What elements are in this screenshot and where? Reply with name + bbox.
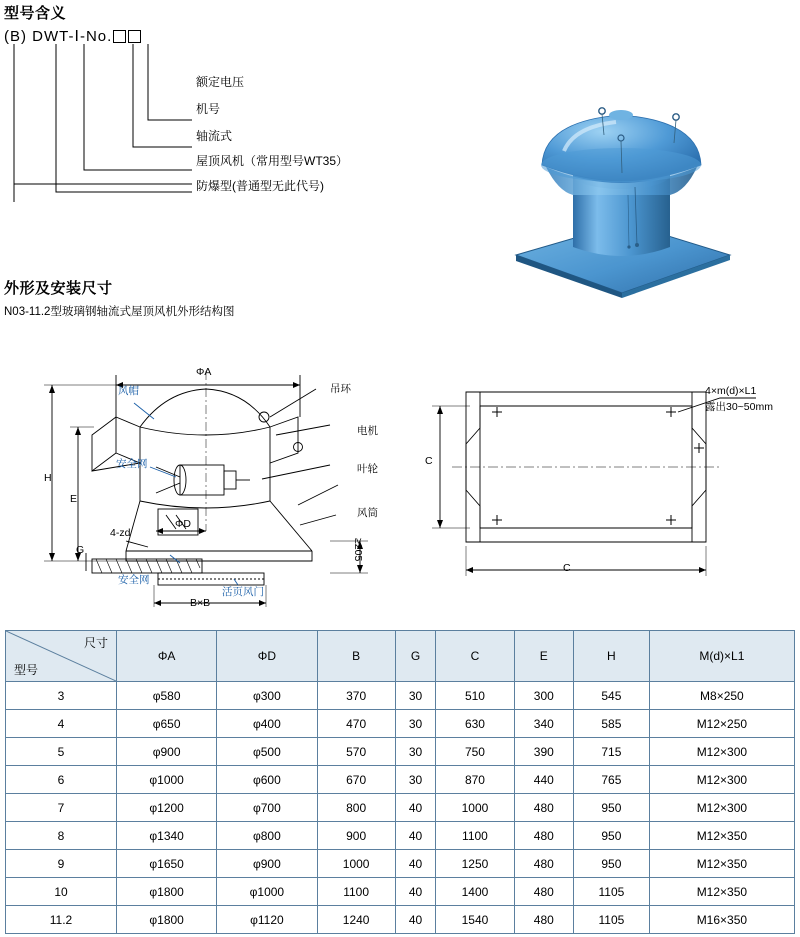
spec-table-body	[6, 682, 795, 934]
col-header-phi-d: ΦD	[217, 631, 317, 682]
cell-phi-a: φ1800	[117, 878, 217, 906]
cell-g: 40	[395, 850, 436, 878]
cell-h: 950	[574, 850, 650, 878]
cell-phi-d: φ500	[217, 738, 317, 766]
cell-e: 340	[514, 710, 573, 738]
label-wind-tube: 风筒	[357, 507, 378, 519]
label-c-vertical: C	[425, 455, 433, 467]
label-h: H	[44, 472, 52, 484]
label-louver: 活页风门	[222, 586, 264, 598]
cell-h: 765	[574, 766, 650, 794]
cell-g: 30	[395, 766, 436, 794]
cell-b: 800	[317, 794, 395, 822]
cell-e: 480	[514, 878, 573, 906]
cell-model: 8	[6, 822, 117, 850]
cell-e: 480	[514, 850, 573, 878]
model-code-dash1: -	[68, 28, 75, 45]
col-header-b: B	[317, 631, 395, 682]
legend-item-explosion-proof: 防爆型(普通型无此代号)	[196, 179, 324, 193]
cell-b: 370	[317, 682, 395, 710]
cell-md-l1: M12×350	[649, 850, 794, 878]
label-bxb: B×B	[190, 597, 211, 609]
table-row	[6, 766, 795, 794]
cell-phi-a: φ1800	[117, 906, 217, 934]
cell-b: 1100	[317, 878, 395, 906]
label-impeller: 叶轮	[357, 463, 378, 475]
cell-model: 5	[6, 738, 117, 766]
cell-g: 30	[395, 738, 436, 766]
label-hood: 风帽	[118, 385, 139, 397]
spec-table-corner-cell	[6, 631, 117, 682]
cell-c: 1400	[436, 878, 514, 906]
cell-phi-a: φ650	[117, 710, 217, 738]
model-code-no: No.	[85, 28, 113, 45]
section-title-dimensions: 外形及安装尺寸	[4, 280, 113, 297]
label-bolt-spec: 4×m(d)×L1	[705, 385, 757, 397]
cell-b: 570	[317, 738, 395, 766]
cell-md-l1: M12×350	[649, 878, 794, 906]
table-row	[6, 794, 795, 822]
cell-model: 4	[6, 710, 117, 738]
table-row	[6, 850, 795, 878]
label-phi-a: ΦA	[196, 366, 212, 378]
cell-h: 585	[574, 710, 650, 738]
corner-label-model: 型号	[14, 663, 39, 677]
product-photo-roof-fan	[498, 95, 748, 300]
cell-phi-d: φ900	[217, 850, 317, 878]
corner-label-size: 尺寸	[83, 636, 108, 650]
label-e: E	[70, 493, 78, 505]
cell-e: 390	[514, 738, 573, 766]
cell-c: 870	[436, 766, 514, 794]
cell-model: 9	[6, 850, 117, 878]
spec-table-header-row	[6, 631, 795, 682]
label-phi-d: ΦD	[175, 518, 191, 530]
cell-h: 1105	[574, 906, 650, 934]
cell-md-l1: M12×250	[649, 710, 794, 738]
col-header-phi-a: ΦA	[117, 631, 217, 682]
legend-item-roof-fan: 屋顶风机（常用型号WT35）	[196, 154, 349, 168]
label-ge205: ≥205	[352, 538, 364, 562]
cell-model: 7	[6, 794, 117, 822]
cell-h: 545	[574, 682, 650, 710]
table-row	[6, 878, 795, 906]
col-header-md-l1: M(d)×L1	[649, 631, 794, 682]
cell-phi-d: φ400	[217, 710, 317, 738]
legend-item-rated-voltage: 额定电压	[196, 75, 245, 89]
cell-e: 480	[514, 794, 573, 822]
label-c-horizontal: C	[563, 562, 571, 574]
cell-phi-a: φ1200	[117, 794, 217, 822]
cell-phi-a: φ580	[117, 682, 217, 710]
cell-g: 40	[395, 878, 436, 906]
spec-table-wrapper	[5, 630, 795, 934]
label-motor: 电机	[357, 425, 378, 437]
col-header-g: G	[395, 631, 436, 682]
cell-phi-d: φ300	[217, 682, 317, 710]
cell-b: 670	[317, 766, 395, 794]
cell-c: 510	[436, 682, 514, 710]
table-row	[6, 822, 795, 850]
label-safety-net-upper: 安全网	[116, 458, 148, 470]
cell-phi-d: φ600	[217, 766, 317, 794]
cell-e: 480	[514, 906, 573, 934]
model-code-roman: Ⅰ	[74, 28, 80, 45]
cell-c: 1250	[436, 850, 514, 878]
section-title-model-meaning: 型号含义	[4, 5, 67, 22]
cell-h: 1105	[574, 878, 650, 906]
table-row	[6, 906, 795, 934]
cell-c: 1000	[436, 794, 514, 822]
label-4-zd: 4-zd	[110, 527, 131, 539]
table-row	[6, 738, 795, 766]
cell-phi-d: φ800	[217, 822, 317, 850]
cell-md-l1: M12×300	[649, 738, 794, 766]
table-row	[6, 710, 795, 738]
cell-g: 40	[395, 906, 436, 934]
cell-phi-a: φ1340	[117, 822, 217, 850]
cell-h: 950	[574, 822, 650, 850]
cell-c: 1100	[436, 822, 514, 850]
legend-item-machine-number: 机号	[196, 102, 221, 116]
cell-model: 10	[6, 878, 117, 906]
cell-g: 40	[395, 794, 436, 822]
cell-md-l1: M8×250	[649, 682, 794, 710]
cell-md-l1: M12×300	[649, 766, 794, 794]
cell-g: 30	[395, 710, 436, 738]
label-hanging-ring: 吊环	[330, 383, 351, 395]
cell-b: 1000	[317, 850, 395, 878]
cell-c: 750	[436, 738, 514, 766]
label-bolt-note: 露出30~50mm	[705, 401, 773, 413]
cell-g: 30	[395, 682, 436, 710]
col-header-h: H	[574, 631, 650, 682]
col-header-e: E	[514, 631, 573, 682]
cell-md-l1: M12×350	[649, 822, 794, 850]
spec-table	[5, 630, 795, 934]
cell-b: 900	[317, 822, 395, 850]
cell-e: 480	[514, 822, 573, 850]
cell-phi-d: φ1120	[217, 906, 317, 934]
model-code-dash2: -	[79, 28, 86, 45]
label-g: G	[76, 544, 85, 556]
table-row	[6, 682, 795, 710]
cell-phi-a: φ1000	[117, 766, 217, 794]
section-sub-dimensions: N03-11.2型玻璃钢轴流式屋顶风机外形结构图	[4, 306, 235, 318]
cell-e: 440	[514, 766, 573, 794]
cell-h: 715	[574, 738, 650, 766]
cell-phi-a: φ900	[117, 738, 217, 766]
col-header-c: C	[436, 631, 514, 682]
cell-b: 1240	[317, 906, 395, 934]
cell-phi-d: φ700	[217, 794, 317, 822]
cell-c: 1540	[436, 906, 514, 934]
cell-c: 630	[436, 710, 514, 738]
cell-model: 11.2	[6, 906, 117, 934]
cell-md-l1: M16×350	[649, 906, 794, 934]
cell-md-l1: M12×300	[649, 794, 794, 822]
cell-model: 6	[6, 766, 117, 794]
model-code-prefix: (B) DWT	[4, 28, 69, 45]
label-safety-net-lower: 安全网	[118, 574, 150, 586]
cell-b: 470	[317, 710, 395, 738]
legend-item-axial-flow: 轴流式	[196, 129, 233, 143]
drawing-front-view	[30, 355, 420, 620]
cell-phi-a: φ1650	[117, 850, 217, 878]
cell-model: 3	[6, 682, 117, 710]
cell-e: 300	[514, 682, 573, 710]
cell-h: 950	[574, 794, 650, 822]
cell-g: 40	[395, 822, 436, 850]
cell-phi-d: φ1000	[217, 878, 317, 906]
